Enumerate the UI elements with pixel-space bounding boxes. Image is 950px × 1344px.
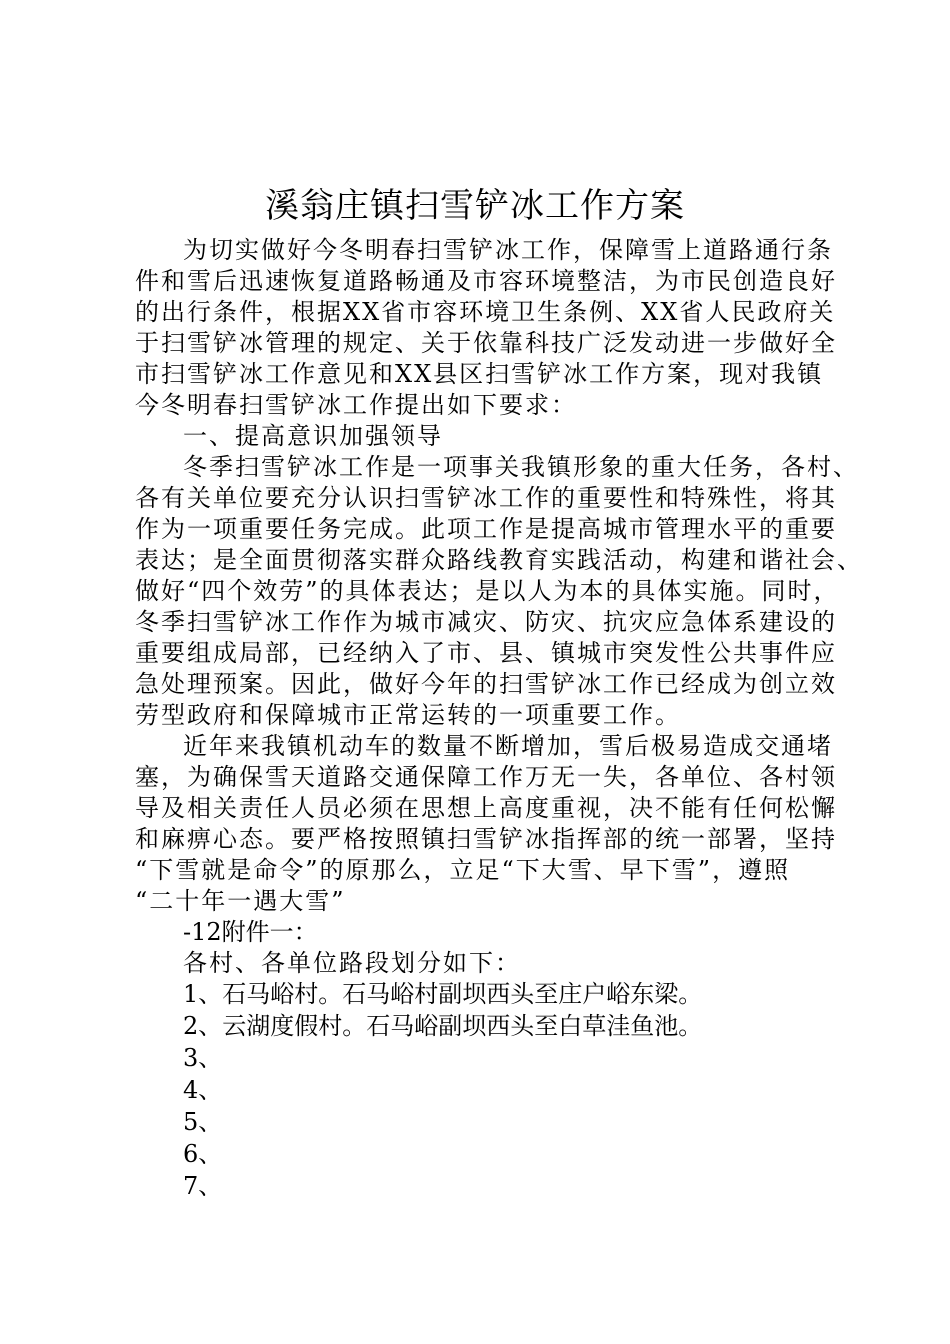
paragraph-line: 于扫雪铲冰管理的规定、关于依靠科技广泛发动进一步做好全	[135, 329, 837, 357]
paragraph-line: 劳型政府和保障城市正常运转的一项重要工作。	[135, 701, 681, 729]
paragraph-line: 急处理预案。因此，做好今年的扫雪铲冰工作已经成为创立效	[135, 670, 837, 698]
list-item: 5、	[183, 1108, 223, 1136]
paragraph-line: 各有关单位要充分认识扫雪铲冰工作的重要性和特殊性，将其	[135, 484, 837, 512]
paragraph-line: “二十年一遇大雪”	[135, 887, 346, 915]
road-section-list	[135, 979, 825, 1203]
list-item: 4、	[183, 1076, 223, 1104]
paragraph-line: 的出行条件，根据XX省市容环境卫生条例、XX省人民政府关	[135, 298, 836, 326]
attachment-label: -12附件一：	[183, 918, 318, 946]
list-item: 3、	[183, 1044, 223, 1072]
section-heading: 一、提高意识加强领导	[183, 422, 443, 450]
paragraph-line: 表达；是全面贯彻落实群众路线教育实践活动，构建和谐社会、	[135, 546, 863, 574]
paragraph-line: 今冬明春扫雪铲冰工作提出如下要求：	[135, 391, 577, 419]
list-item: 7、	[183, 1172, 223, 1200]
document-title: 溪翁庄镇扫雪铲冰工作方案	[265, 186, 685, 226]
list-item: 2、云湖度假村。石马峪副坝西头至白草洼鱼池。	[183, 1012, 703, 1040]
paragraph-line: 作为一项重要任务完成。此项工作是提高城市管理水平的重要	[135, 515, 837, 543]
paragraph-line: 为切实做好今冬明春扫雪铲冰工作，保障雪上道路通行条	[183, 236, 833, 264]
document-body	[135, 235, 863, 1203]
section-intro: 各村、各单位路段划分如下：	[183, 949, 521, 977]
list-item: 1、石马峪村。石马峪村副坝西头至庄户峪东梁。	[183, 980, 703, 1008]
paragraph-line: “下雪就是命令”的原那么，立足“下大雪、早下雪”，遵照	[135, 856, 791, 884]
paragraph-line: 塞，为确保雪天道路交通保障工作万无一失，各单位、各村领	[135, 763, 837, 791]
paragraph-line: 市扫雪铲冰工作意见和XX县区扫雪铲冰工作方案，现对我镇	[135, 360, 824, 388]
paragraph-line: 导及相关责任人员必须在思想上高度重视，决不能有任何松懈	[135, 794, 837, 822]
paragraph-line: 和麻痹心态。要严格按照镇扫雪铲冰指挥部的统一部署，坚持	[135, 825, 837, 853]
paragraph-line: 冬季扫雪铲冰工作是一项事关我镇形象的重大任务，各村、	[183, 453, 859, 481]
list-item: 6、	[183, 1140, 223, 1168]
paragraph-line: 件和雪后迅速恢复道路畅通及市容环境整洁，为市民创造良好	[135, 267, 837, 295]
paragraph-line: 近年来我镇机动车的数量不断增加，雪后极易造成交通堵	[183, 732, 833, 760]
paragraph-line: 重要组成局部，已经纳入了市、县、镇城市突发性公共事件应	[135, 639, 837, 667]
paragraph-line: 做好“四个效劳”的具体表达；是以人为本的具体实施。同时，	[135, 577, 840, 605]
paragraph-line: 冬季扫雪铲冰工作作为城市减灾、防灾、抗灾应急体系建设的	[135, 608, 837, 636]
